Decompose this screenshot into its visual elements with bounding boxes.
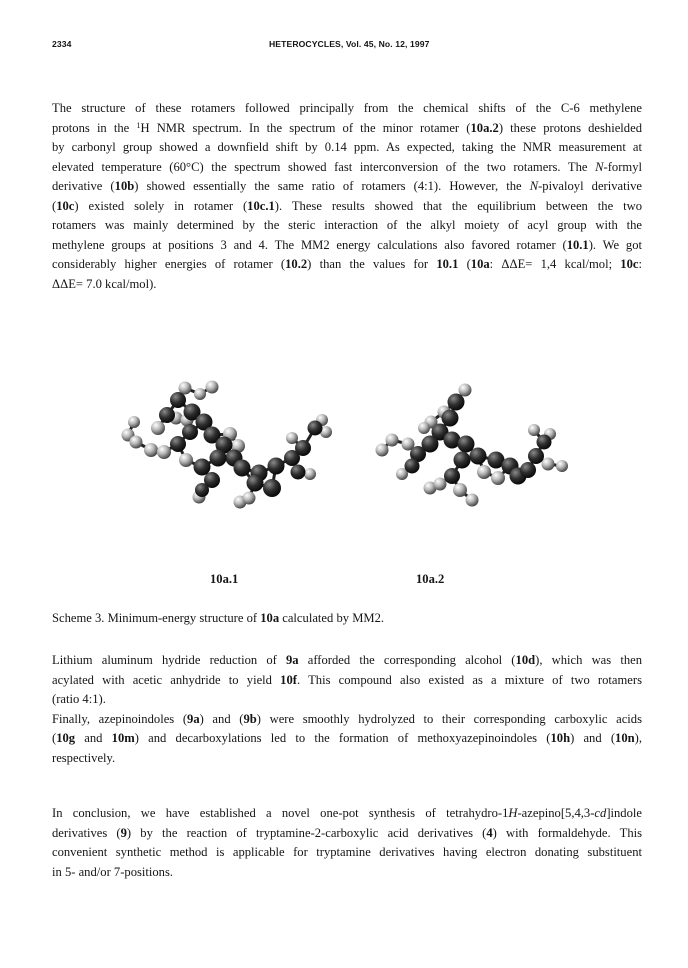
page-number: 2334 — [52, 39, 72, 49]
text-line: Finally, azepinoindoles (9a) and (9b) were smoothly hydrolyzed to their corresponding carboxylic acids — [52, 711, 642, 726]
structure-label-10a2: 10a.2 — [416, 572, 445, 586]
paragraph-rotamers — [52, 99, 642, 294]
running-header: HETEROCYCLES, Vol. 45, No. 12, 1997 — [269, 39, 430, 49]
text-line: methylene groups at positions 3 and 4. The MM2 energy calculations also favored rotamer (10.1). We got — [52, 237, 642, 252]
text-line: The structure of these rotamers followed principally from the chemical shifts of the C-6 methylene — [52, 101, 642, 115]
text-line: (10g and 10m) and decarboxylations led to the formation of methoxyazepinoindoles (10h) and (10n), — [52, 731, 642, 745]
text-line: by carbonyl group showed a downfield shift by 0.14 ppm. As expected, taking the NMR measurement at — [52, 140, 642, 154]
paragraph-conclusion — [52, 804, 642, 882]
molecule-10a2-model — [376, 384, 569, 507]
text-line: in 5- and/or 7-positions. — [52, 864, 174, 879]
text-line: ΔΔE= 7.0 kcal/mol). — [52, 276, 157, 291]
text-line: derivatives (9) by the reaction of tryptamine-2-carboxylic acid derivatives (4) with formaldehyde. This — [52, 825, 643, 840]
molecule-10a1-model — [122, 381, 333, 509]
paragraph-reduction — [52, 651, 642, 768]
text-line: derivative (10b) showed essentially the same ratio of rotamers (4:1). However, the N-pivaloyl derivative — [52, 179, 643, 193]
text-line: convenient synthetic method is applicable for tryptamine derivatives having electron donating substituent — [52, 845, 642, 859]
text-line: In conclusion, we have established a novel one-pot synthesis of tetrahydro-1H-azepino[5,4,3-cd]indole — [52, 806, 642, 820]
text-line: protons in the $^1$H NMR spectrum. In the spectrum of the minor rotamer (10a.2) these protons deshielded — [52, 120, 642, 135]
text-line: considerably higher energies of rotamer (10.2) than the values for 10.1 (10a: ΔΔE= 1,4 kcal/mol; 10c: — [52, 257, 642, 271]
text-line: respectively. — [52, 750, 116, 765]
text-line: elevated temperature (60°C) the spectrum showed fast interconversion of the two rotamers. The N-formyl — [52, 159, 642, 174]
structure-label-10a1: 10a.1 — [210, 572, 239, 586]
text-line: Lithium aluminum hydride reduction of 9a afforded the corresponding alcohol (10d), which was then — [52, 653, 642, 667]
scheme-caption: Scheme 3. Minimum-energy structure of 10a calculated by MM2. — [52, 611, 385, 625]
text-line: acylated with acetic anhydride to yield 10f. This compound also existed as a mixture of two rotamers — [52, 672, 642, 687]
scheme-3-figure — [52, 360, 642, 560]
text-line: (ratio 4:1). — [52, 692, 106, 706]
text-line: rotamers was mainly determined by the steric interaction of the alkyl moiety of acyl group with the — [52, 218, 642, 232]
text-line: (10c) existed solely in rotamer (10c.1). These results showed that the equilibrium between the two — [52, 198, 642, 213]
